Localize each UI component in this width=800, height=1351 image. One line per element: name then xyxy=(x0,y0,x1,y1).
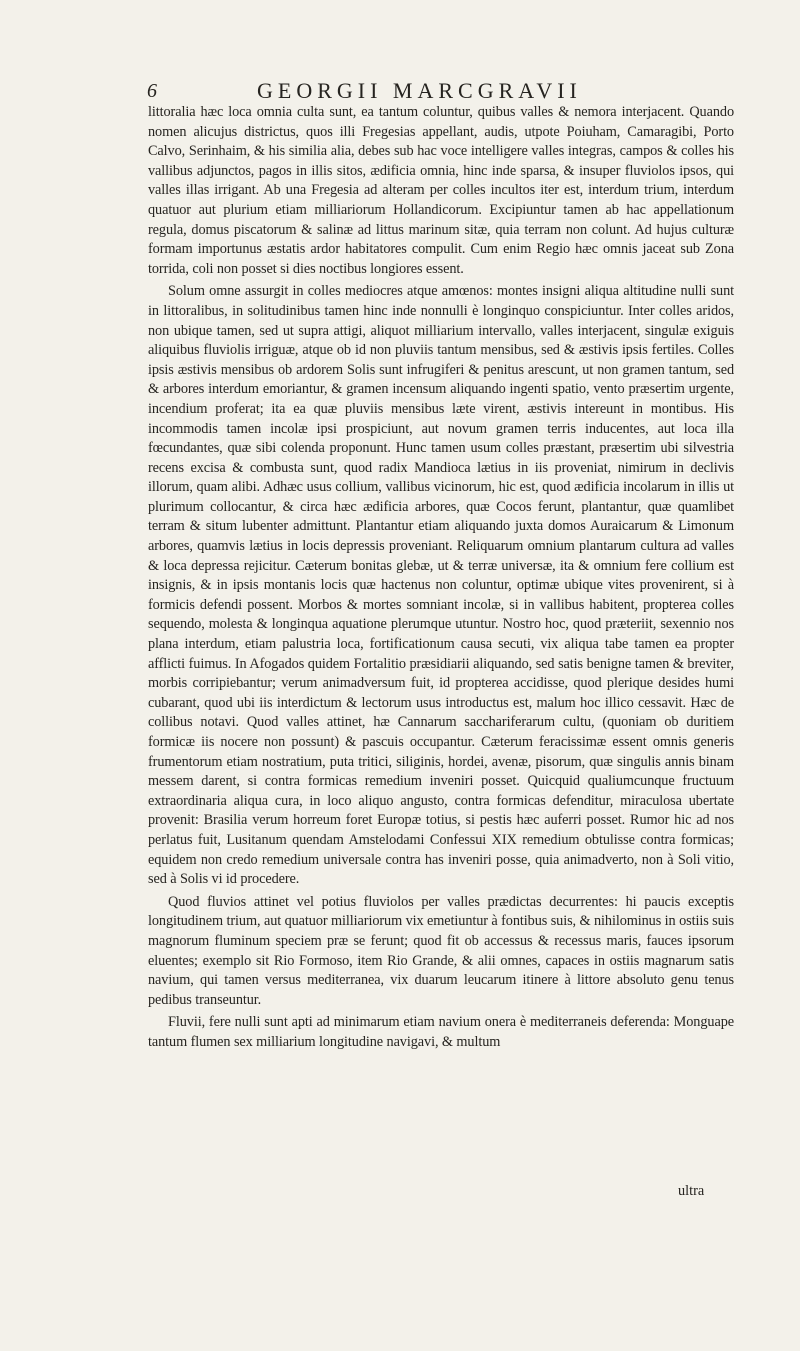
paragraph-4: Fluvii, fere nulli sunt apti ad minimarum etiam navium onera è mediterraneis deferenda: Monguape tantum flumen sex milliarium longitudine navigavi, & multum xyxy=(148,1014,734,1050)
paragraph-1: littoralia hæc loca omnia culta sunt, ea tantum coluntur, quibus valles & nemora interjacent. Quando nomen alicujus districtus, quos illi Fregesias appellant, audis, utpote Poiuham, Camaragibi, Porto Calvo, Serinhaim, & his similia alia, debes sub hac voce intelligere valles integras, campos & colles his vallibus adjunctos, pagos in illis sitos, ædificia omnia, hinc inde sparsa, & insuper fluviolos ipsos, qui valles illas irrigant. Ab una Fregesia ad alteram per colles incultos iter est, interdum trium, interdum quatuor aut plurium etiam milliariorum Hollandicorum. Excipiuntur tamen ab hac appellationum regula, domus piscatorum & salinæ ad littus marinum sitæ, quia terram non colunt. Ad hujus culturæ formam importunus æstatis ardor habitatores compulit. Cum enim Regio hæc omnis jaceat sub Zona torrida, coli non posset si dies noctibus longiores essent. xyxy=(148,104,734,277)
page-header xyxy=(147,76,733,106)
page-number: 6 xyxy=(147,80,157,102)
catchword: ultra xyxy=(678,1183,705,1199)
paragraph-2: Solum omne assurgit in colles mediocres atque amœnos: montes insigni aliqua altitudine nulli sunt in littoralibus, in solitudinibus tamen hinc inde nonnulli è longinquo conspiciuntur. Inter colles aridos, non ubique tamen, sed ut supra attigi, aliquot milliarium intervallo, valles interjacent, singulæ exiguis aliquibus fluviolis irriguæ, atque ob id non pluviis tantum mensibus, sed & æstivis ipsis fertiles. Colles ipsis æstivis mensibus ob ardorem Solis sunt infrugiferi & penitus arescunt, ut non gramen tantum, sed & arbores interdum emoriantur, & gramen incensum aliquando ingenti spatio, vento præsertim urgente, incendium proferat; ita ea quæ pluviis mensibus læte virent, æstivis intereunt in montibus. His incommodis tamen incolæ ipsi prospiciunt, aut novum gramen terris inducentes, aut loca illa fœcundantes, quæ sibi colenda proponunt. Hunc tamen usum colles præstant, præsertim ubi silvestria recens excisa & combusta sunt, quod radix Mandioca lætius in iis proveniat, nimirum in declivis illorum, quam alibi. Adhæc usus collium, vallibus vicinorum, hic est, quod ædificia incolarum in illis ut plurimum collocantur, & circa hæc ædificia arbores, quæ Cocos ferunt, plantantur, quæ quamlibet terram & situm lubenter admittunt. Plantantur etiam aliquando juxta domos Auraicarum & Limonum arbores, quamvis lætius in locis depressis proveniant. Reliquarum omnium plantarum cultura ad valles & loca depressa rejicitur. Cæterum bonitas glebæ, ut & terræ universæ, ita & omnium fere collium est insignis, & in ipsis montanis locis quæ hactenus non coluntur, optimæ ubique vites provenirent, si à formicis defendi possent. Morbos & mortes somniant incolæ, si in vallibus habitent, propterea colles sequendo, molesta & longinqua aquatione plerumque utuntur. Nostro hoc, quod præteriit, sexennio nos plana interdum, etiam palustria loca, fortificationum causa secuti, vix aliqua tabe tamen ea propter afflicti fuimus. In Afogados quidem Fortalitio præsidiarii aliquando, sed satis benigne tamen & breviter, morbis corripiebantur; verum animadversum fuit, id propterea accidisse, quod plerique desides humi cubarant, quod ubi iis interdictum & lectorum usus introductus est, malum hoc illico cessavit. Hæc de collibus notavi. Quod valles attinet, hæ Cannarum sacchariferarum cultu, (quoniam ob duritiem formicæ iis nocere non possunt) & pascuis occupantur. Cæterum feracissimæ essent omnis generis frumentorum etiam nostratium, puta tritici, siliginis, hordei, avenæ, pisorum, quæ singulis annis binam messem darent, si contra formicas remedium inveniri posset. Quicquid qualiumcunque fructuum extraordinaria aliqua cura, in loco aliquo angusto, contra formicas defenditur, miraculosa ubertate provenit: Brasilia verum horreum foret Europæ totius, si pestis hæc auferri posset. Rumor hic ad nos perlatus fuit, Lusitanum quendam Amstelodami Confessui XIX remedium obtulisse contra formicas; equidem non credo remedium universale contra has inveniri posse, quia animadverto, non à Soli vitio, sed à Solis vi id procedere. xyxy=(148,283,734,888)
body-text xyxy=(148,103,734,1053)
running-title: GEORGII MARCGRAVII xyxy=(257,78,582,103)
paragraph-3: Quod fluvios attinet vel potius fluviolos per valles prædictas decurrentes: hi paucis exceptis longitudinem trium, aut quatuor milliariorum vix emetiuntur à fontibus suis, & nihilominus in ostiis suis magnorum fluminum speciem præ se ferunt; quod fit ob accessus & recessus maris, fauces ipsorum eluentes; exemplo sit Rio Formoso, item Rio Grande, & alii omnes, capaces in ostiis magnarum satis navium, qui tamen versus mediterranea, vix duarum leucarum itinere à littore absoluto genu tenus pedibus transeuntur. xyxy=(148,893,734,1008)
